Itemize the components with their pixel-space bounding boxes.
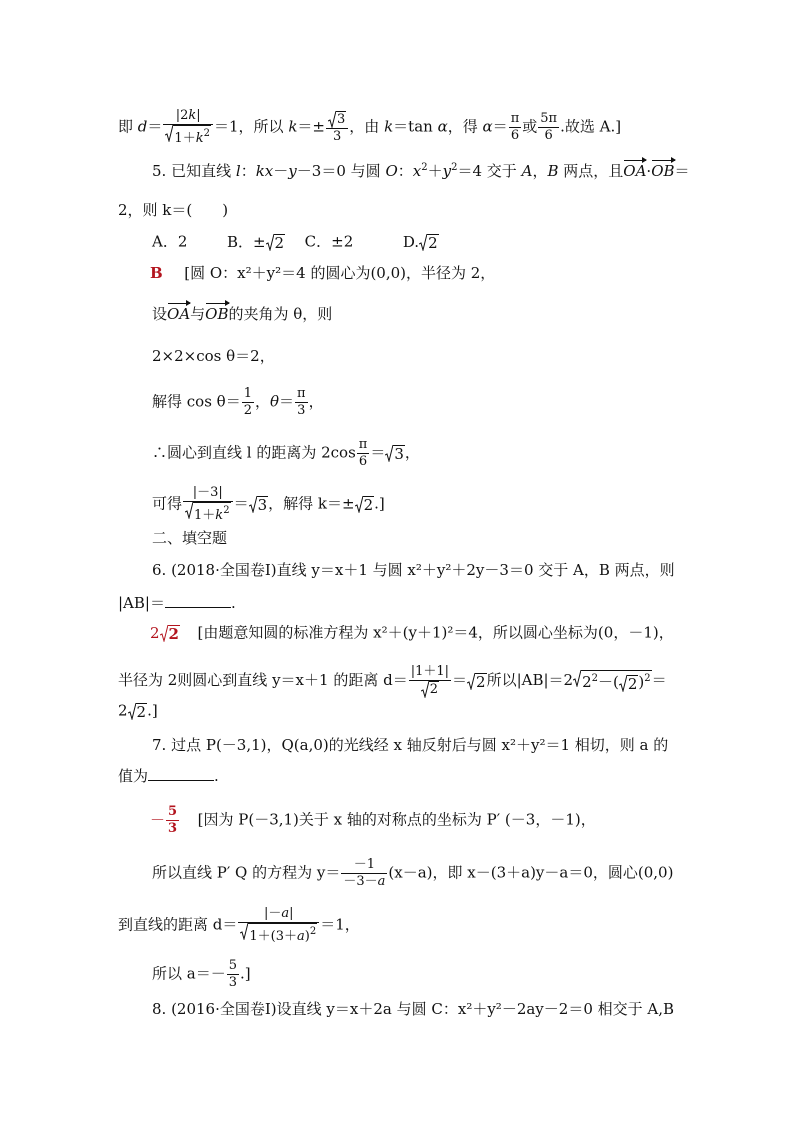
question-5-solution-6: 可得 $\frac{|-3|}{1+k^2}$ ＝ 3 ，解得 k＝± 2 .]: [152, 485, 385, 523]
answer-badge: 2 2: [150, 623, 179, 643]
fraction: $\frac{\pi}{6}$: [510, 111, 520, 143]
section-heading: 二、填空题: [152, 529, 228, 547]
answer-blank: [148, 770, 214, 781]
answer-badge: － $\frac{5}{3}$: [150, 804, 178, 836]
question-5-solution-1: B [圆 O：x²＋y²＝4 的圆心为(0,0)，半径为 2，: [150, 264, 496, 282]
question-6-line-2: |AB|＝ .: [118, 594, 236, 612]
question-6-solution-3: 2 2 .]: [118, 701, 158, 721]
option-d: D. 2: [402, 232, 438, 252]
answer-blank: [165, 597, 231, 608]
fraction: $\frac{5\pi}{6}$: [540, 111, 558, 143]
solution-line-1: 即 d＝ $\frac{|2k|}{1+k^2}$ ＝1，所以 k＝± $\frac{3}{3}$ ，由 k＝tan α，得 α＝ $\frac{\pi}{6}$ 或 $\frac{5\pi}{6}$ .故选 A.]: [118, 108, 622, 146]
question-8-line-1: 8. (2016·全国卷Ⅰ)设直线 y＝x＋2a 与圆 C：x²＋y²－2ay－2＝0 相交于 A,B: [152, 1000, 675, 1018]
question-5-solution-3: 2×2×cos θ＝2，: [152, 347, 275, 365]
option-c: C．±2: [304, 232, 354, 251]
question-5-solution-4: 解得 cos θ＝ $\frac{1}{2}$ ，θ＝ $\frac{\pi}{3}$ ，: [152, 386, 324, 418]
fraction: $\frac{3}{3}$: [326, 111, 348, 145]
question-7-line-2: 值为 .: [118, 767, 219, 785]
question-6-solution-2: 半径为 2则圆心到直线 y＝x＋1 的距离 d＝ $\frac{|1+1|}{2}$ ＝ 2 所以|AB|＝2 $2^2-$( 2 )$^2$ ＝: [118, 664, 667, 697]
question-5-solution-5: ∴圆心到直线 l 的距离为 2cos $\frac{\pi}{6}$ ＝ 3 ，: [152, 437, 420, 469]
question-7-solution-2: 所以直线 P′ Q 的方程为 y＝ $\frac{-1}{-3-a}$ (x－a)，即 x－(3＋a)y－a＝0，圆心(0,0): [152, 857, 674, 889]
question-7-line-1: 7. 过点 P(－3,1)，Q(a,0)的光线经 x 轴反射后与圆 x²＋y²＝1 相切，则 a 的: [152, 736, 669, 754]
option-a: A．2: [152, 232, 188, 251]
question-5-solution-2: 设OA与OB的夹角为 θ，则: [152, 305, 333, 323]
question-5-line-2: 2，则 k＝( ): [118, 201, 229, 219]
option-b: B．± 2: [226, 232, 285, 252]
question-6-solution-1: 2 2 [由题意知圆的标准方程为 x²＋(y＋1)²＝4，所以圆心坐标为(0，－1)，: [150, 623, 674, 643]
question-6-line-1: 6. (2018·全国卷Ⅰ)直线 y＝x＋1 与圆 x²＋y²＋2y－3＝0 交于 A，B 两点，则: [152, 561, 675, 579]
question-7-solution-4: 所以 a＝－ $\frac{5}{3}$ .]: [152, 958, 251, 990]
question-7-solution-3: 到直线的距离 d＝ $\frac{|-a|}{1+(3+a)^2}$ ＝1，: [118, 906, 360, 944]
answer-badge: B: [150, 264, 163, 282]
question-7-solution-1: － $\frac{5}{3}$ [因为 P(－3,1)关于 x 轴的对称点的坐标为 P′ (－3，－1)，: [150, 804, 596, 836]
question-5-line-1: 5. 已知直线 l：kx－y－3＝0 与圆 O：$x^2+y^2=4$ 交于 A，B 两点，且OA·OB＝: [152, 162, 690, 180]
fraction: $\frac{|2k|}{1+k^2}$: [163, 108, 213, 147]
question-5-options: [152, 234, 439, 251]
